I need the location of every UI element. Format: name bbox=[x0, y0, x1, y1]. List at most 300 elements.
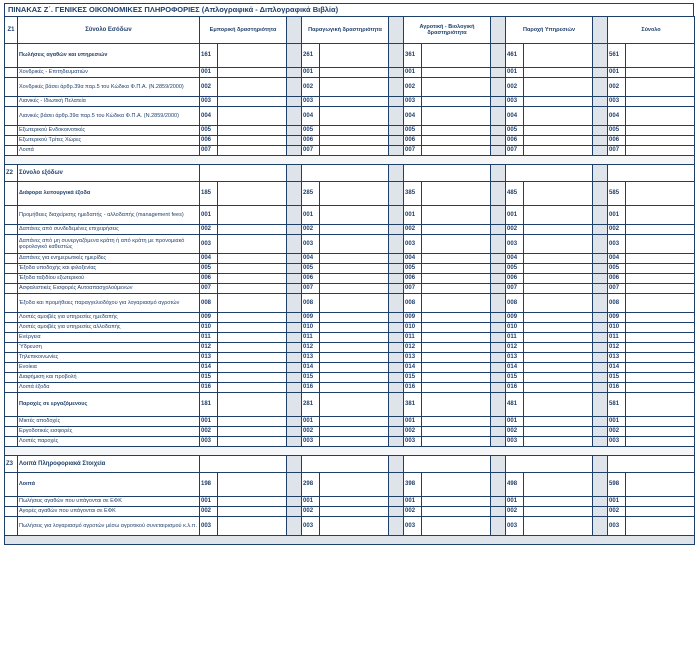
indent bbox=[5, 126, 18, 136]
value-input[interactable] bbox=[218, 393, 287, 417]
shaded-gap bbox=[593, 294, 608, 313]
value-input[interactable] bbox=[524, 517, 593, 536]
value-input[interactable] bbox=[320, 274, 389, 284]
value-input[interactable] bbox=[218, 235, 287, 254]
value-input[interactable] bbox=[524, 294, 593, 313]
value-input[interactable] bbox=[524, 206, 593, 225]
form-page bbox=[4, 3, 694, 545]
value-code: 002 bbox=[506, 225, 524, 235]
value-input[interactable] bbox=[422, 427, 491, 437]
value-input[interactable] bbox=[320, 146, 389, 156]
value-input[interactable] bbox=[320, 373, 389, 383]
section-code: Ζ3 bbox=[5, 456, 18, 473]
value-input[interactable] bbox=[524, 97, 593, 107]
value-input[interactable] bbox=[626, 254, 695, 264]
value-input[interactable] bbox=[320, 353, 389, 363]
value-code: 011 bbox=[302, 333, 320, 343]
value-input[interactable] bbox=[320, 264, 389, 274]
value-input[interactable] bbox=[218, 373, 287, 383]
shaded-gap bbox=[389, 165, 404, 182]
spacer bbox=[5, 447, 695, 456]
value-input[interactable] bbox=[320, 517, 389, 536]
value-input[interactable] bbox=[218, 225, 287, 235]
line-item-row bbox=[5, 517, 695, 536]
value-code: 003 bbox=[302, 97, 320, 107]
value-input[interactable] bbox=[218, 68, 287, 78]
shaded-gap bbox=[491, 353, 506, 363]
value-input[interactable] bbox=[218, 517, 287, 536]
column-header: Εμπορική δραστηριότητα bbox=[200, 17, 287, 44]
line-item-row bbox=[5, 427, 695, 437]
value-input[interactable] bbox=[320, 437, 389, 447]
shaded-gap bbox=[389, 456, 404, 473]
value-input[interactable] bbox=[524, 363, 593, 373]
shaded-gap bbox=[287, 136, 302, 146]
value-input[interactable] bbox=[218, 497, 287, 507]
value-input[interactable] bbox=[422, 264, 491, 274]
value-code: 002 bbox=[506, 427, 524, 437]
value-input[interactable] bbox=[524, 126, 593, 136]
value-input[interactable] bbox=[320, 383, 389, 393]
section-code: Ζ2 bbox=[5, 165, 18, 182]
value-input[interactable] bbox=[320, 497, 389, 507]
value-input[interactable] bbox=[524, 353, 593, 363]
shaded-gap bbox=[287, 206, 302, 225]
value-input[interactable] bbox=[626, 363, 695, 373]
value-input[interactable] bbox=[422, 497, 491, 507]
value-input[interactable] bbox=[320, 235, 389, 254]
value-input[interactable] bbox=[320, 363, 389, 373]
value-input[interactable] bbox=[524, 333, 593, 343]
line-item-row bbox=[5, 353, 695, 363]
value-code: 012 bbox=[506, 343, 524, 353]
shaded-gap bbox=[389, 343, 404, 353]
value-input[interactable] bbox=[218, 136, 287, 146]
value-code: 012 bbox=[404, 343, 422, 353]
line-item-label: Δαπάνες από μη συνεργαζόμενα κράτη ή από κράτη με προνομιακό φορολογικό καθεστώς bbox=[18, 235, 200, 254]
value-code: 007 bbox=[200, 284, 218, 294]
value-input[interactable] bbox=[626, 417, 695, 427]
value-input[interactable] bbox=[524, 383, 593, 393]
value-input[interactable] bbox=[626, 427, 695, 437]
value-input[interactable] bbox=[626, 323, 695, 333]
value-input[interactable] bbox=[422, 353, 491, 363]
value-input[interactable] bbox=[626, 182, 695, 206]
spacer-row bbox=[5, 447, 695, 456]
value-code: 014 bbox=[608, 363, 626, 373]
value-input[interactable] bbox=[524, 507, 593, 517]
shaded-gap bbox=[287, 97, 302, 107]
value-input[interactable] bbox=[218, 44, 287, 68]
value-input[interactable] bbox=[218, 264, 287, 274]
value-input[interactable] bbox=[422, 363, 491, 373]
value-input[interactable] bbox=[320, 294, 389, 313]
value-input[interactable] bbox=[422, 473, 491, 497]
shaded-gap bbox=[593, 437, 608, 447]
line-item-row bbox=[5, 136, 695, 146]
section-header-row bbox=[5, 456, 695, 473]
value-code: 007 bbox=[302, 146, 320, 156]
group-label: Πωλήσεις αγαθών και υπηρεσιών bbox=[18, 44, 200, 68]
value-input[interactable] bbox=[320, 343, 389, 353]
value-code: 001 bbox=[506, 206, 524, 225]
value-input[interactable] bbox=[524, 264, 593, 274]
value-input[interactable] bbox=[524, 313, 593, 323]
value-input[interactable] bbox=[422, 333, 491, 343]
value-input[interactable] bbox=[626, 146, 695, 156]
value-input[interactable] bbox=[320, 206, 389, 225]
value-input[interactable] bbox=[524, 44, 593, 68]
value-input[interactable] bbox=[422, 323, 491, 333]
value-input[interactable] bbox=[320, 313, 389, 323]
value-input[interactable] bbox=[524, 417, 593, 427]
shaded-gap bbox=[287, 254, 302, 264]
shaded-gap bbox=[593, 264, 608, 274]
value-input[interactable] bbox=[218, 473, 287, 497]
value-input[interactable] bbox=[218, 507, 287, 517]
value-input[interactable] bbox=[422, 383, 491, 393]
value-code: 014 bbox=[506, 363, 524, 373]
value-code: 002 bbox=[506, 78, 524, 97]
value-input[interactable] bbox=[524, 146, 593, 156]
value-input[interactable] bbox=[524, 497, 593, 507]
value-input[interactable] bbox=[320, 393, 389, 417]
value-input[interactable] bbox=[320, 97, 389, 107]
value-input[interactable] bbox=[218, 383, 287, 393]
value-input[interactable] bbox=[626, 473, 695, 497]
value-code: 016 bbox=[200, 383, 218, 393]
value-input[interactable] bbox=[626, 373, 695, 383]
value-input[interactable] bbox=[626, 274, 695, 284]
value-input[interactable] bbox=[524, 254, 593, 264]
value-input[interactable] bbox=[626, 437, 695, 447]
value-code: 010 bbox=[200, 323, 218, 333]
shaded-gap bbox=[491, 294, 506, 313]
value-input[interactable] bbox=[626, 497, 695, 507]
line-item-label: Λιανικές - Ιδιωτική Πελατεία bbox=[18, 97, 200, 107]
value-input[interactable] bbox=[218, 97, 287, 107]
shaded-gap bbox=[593, 235, 608, 254]
line-item-label: Χονδρικές - Επιτηδευματιών bbox=[18, 68, 200, 78]
value-input[interactable] bbox=[422, 517, 491, 536]
value-code: 004 bbox=[608, 254, 626, 264]
value-input[interactable] bbox=[218, 323, 287, 333]
value-input[interactable] bbox=[626, 78, 695, 97]
section-header-row bbox=[5, 165, 695, 182]
value-input[interactable] bbox=[320, 126, 389, 136]
value-input[interactable] bbox=[626, 343, 695, 353]
value-input[interactable] bbox=[626, 507, 695, 517]
value-code: 002 bbox=[404, 78, 422, 97]
line-item-row bbox=[5, 373, 695, 383]
value-input[interactable] bbox=[524, 68, 593, 78]
section-title: Σύνολο Εσόδων bbox=[18, 17, 200, 44]
value-input[interactable] bbox=[320, 507, 389, 517]
shaded-gap bbox=[287, 78, 302, 97]
value-code: 003 bbox=[506, 97, 524, 107]
shaded-gap bbox=[491, 44, 506, 68]
shaded-gap bbox=[491, 264, 506, 274]
value-code: 001 bbox=[302, 206, 320, 225]
value-input[interactable] bbox=[626, 383, 695, 393]
value-input[interactable] bbox=[422, 373, 491, 383]
value-input[interactable] bbox=[218, 313, 287, 323]
value-input[interactable] bbox=[218, 182, 287, 206]
value-code: 003 bbox=[404, 235, 422, 254]
value-input[interactable] bbox=[524, 373, 593, 383]
shaded-gap bbox=[389, 136, 404, 146]
value-input[interactable] bbox=[218, 417, 287, 427]
value-input[interactable] bbox=[422, 44, 491, 68]
value-input[interactable] bbox=[422, 254, 491, 264]
shaded-gap bbox=[287, 284, 302, 294]
value-code: 002 bbox=[404, 225, 422, 235]
value-input[interactable] bbox=[524, 235, 593, 254]
value-input[interactable] bbox=[218, 78, 287, 97]
value-input[interactable] bbox=[422, 126, 491, 136]
value-input[interactable] bbox=[626, 393, 695, 417]
value-input[interactable] bbox=[422, 294, 491, 313]
value-code: 007 bbox=[506, 146, 524, 156]
shaded-gap bbox=[491, 146, 506, 156]
value-input[interactable] bbox=[422, 225, 491, 235]
indent bbox=[5, 136, 18, 146]
value-code: 004 bbox=[506, 254, 524, 264]
line-item-row bbox=[5, 206, 695, 225]
value-input[interactable] bbox=[422, 507, 491, 517]
value-code: 361 bbox=[404, 44, 422, 68]
value-input[interactable] bbox=[320, 323, 389, 333]
shaded-gap bbox=[389, 517, 404, 536]
value-input[interactable] bbox=[218, 254, 287, 264]
value-input[interactable] bbox=[218, 427, 287, 437]
value-code: 014 bbox=[200, 363, 218, 373]
value-input[interactable] bbox=[626, 68, 695, 78]
line-item-row bbox=[5, 333, 695, 343]
value-input[interactable] bbox=[218, 274, 287, 284]
value-input[interactable] bbox=[218, 126, 287, 136]
value-input[interactable] bbox=[320, 136, 389, 146]
value-input[interactable] bbox=[218, 437, 287, 447]
line-item-label: Λοιπά bbox=[18, 146, 200, 156]
value-input[interactable] bbox=[524, 323, 593, 333]
value-input[interactable] bbox=[422, 393, 491, 417]
value-input[interactable] bbox=[626, 44, 695, 68]
indent bbox=[5, 146, 18, 156]
line-item-row bbox=[5, 497, 695, 507]
value-input[interactable] bbox=[422, 68, 491, 78]
shaded-gap bbox=[593, 206, 608, 225]
shaded-gap bbox=[491, 323, 506, 333]
line-item-label: Έξοδα και προμήθειες παραγγελιοδόχου για λογαριασμό αγροτών bbox=[18, 294, 200, 313]
value-code: 016 bbox=[506, 383, 524, 393]
shaded-gap bbox=[491, 437, 506, 447]
value-input[interactable] bbox=[422, 182, 491, 206]
shaded-gap bbox=[389, 373, 404, 383]
value-input[interactable] bbox=[626, 264, 695, 274]
value-input[interactable] bbox=[626, 294, 695, 313]
value-input[interactable] bbox=[524, 427, 593, 437]
value-input[interactable] bbox=[626, 353, 695, 363]
value-input[interactable] bbox=[320, 284, 389, 294]
value-input[interactable] bbox=[524, 284, 593, 294]
value-input[interactable] bbox=[320, 427, 389, 437]
value-input[interactable] bbox=[320, 107, 389, 126]
value-code: 013 bbox=[302, 353, 320, 363]
value-code: 001 bbox=[404, 417, 422, 427]
shaded-gap bbox=[389, 507, 404, 517]
value-code: 161 bbox=[200, 44, 218, 68]
value-input[interactable] bbox=[422, 274, 491, 284]
value-input[interactable] bbox=[524, 107, 593, 126]
value-code: 007 bbox=[404, 146, 422, 156]
value-input[interactable] bbox=[422, 284, 491, 294]
value-input[interactable] bbox=[218, 284, 287, 294]
value-input[interactable] bbox=[320, 182, 389, 206]
value-input[interactable] bbox=[626, 313, 695, 323]
value-input[interactable] bbox=[422, 343, 491, 353]
shaded-gap bbox=[389, 497, 404, 507]
value-input[interactable] bbox=[320, 44, 389, 68]
value-code: 006 bbox=[302, 136, 320, 146]
value-input[interactable] bbox=[422, 78, 491, 97]
value-input[interactable] bbox=[524, 182, 593, 206]
value-input[interactable] bbox=[626, 107, 695, 126]
value-input[interactable] bbox=[422, 313, 491, 323]
empty-cell bbox=[200, 456, 287, 473]
financial-info-table bbox=[4, 16, 695, 545]
value-input[interactable] bbox=[626, 284, 695, 294]
shaded-gap bbox=[389, 254, 404, 264]
value-input[interactable] bbox=[524, 473, 593, 497]
value-code: 002 bbox=[608, 225, 626, 235]
value-input[interactable] bbox=[422, 136, 491, 146]
indent bbox=[5, 393, 18, 417]
value-input[interactable] bbox=[626, 136, 695, 146]
shaded-gap bbox=[593, 517, 608, 536]
value-input[interactable] bbox=[626, 517, 695, 536]
value-input[interactable] bbox=[626, 97, 695, 107]
shaded-gap bbox=[593, 363, 608, 373]
line-item-label: Έξοδα ταξιδίου εξωτερικού bbox=[18, 274, 200, 284]
value-input[interactable] bbox=[218, 353, 287, 363]
value-input[interactable] bbox=[422, 206, 491, 225]
value-input[interactable] bbox=[218, 146, 287, 156]
indent bbox=[5, 274, 18, 284]
value-code: 005 bbox=[200, 264, 218, 274]
value-code: 285 bbox=[302, 182, 320, 206]
value-input[interactable] bbox=[626, 235, 695, 254]
value-input[interactable] bbox=[626, 206, 695, 225]
value-input[interactable] bbox=[218, 333, 287, 343]
shaded-gap bbox=[491, 225, 506, 235]
value-input[interactable] bbox=[422, 97, 491, 107]
value-code: 006 bbox=[302, 274, 320, 284]
value-input[interactable] bbox=[524, 274, 593, 284]
shaded-gap bbox=[491, 206, 506, 225]
value-code: 006 bbox=[404, 274, 422, 284]
value-input[interactable] bbox=[218, 363, 287, 373]
line-item-row bbox=[5, 507, 695, 517]
value-input[interactable] bbox=[320, 417, 389, 427]
value-code: 561 bbox=[608, 44, 626, 68]
value-input[interactable] bbox=[218, 107, 287, 126]
value-code: 003 bbox=[608, 97, 626, 107]
line-item-label: Εργοδοτικές εισφορές bbox=[18, 427, 200, 437]
value-code: 001 bbox=[302, 497, 320, 507]
value-input[interactable] bbox=[422, 437, 491, 447]
value-input[interactable] bbox=[524, 78, 593, 97]
value-code: 011 bbox=[608, 333, 626, 343]
value-input[interactable] bbox=[626, 333, 695, 343]
value-input[interactable] bbox=[422, 146, 491, 156]
value-input[interactable] bbox=[218, 206, 287, 225]
line-item-label: Ενέργεια bbox=[18, 333, 200, 343]
value-input[interactable] bbox=[422, 107, 491, 126]
shaded-gap bbox=[593, 313, 608, 323]
shaded-gap bbox=[491, 507, 506, 517]
shaded-gap bbox=[287, 182, 302, 206]
value-code: 003 bbox=[200, 235, 218, 254]
value-code: 009 bbox=[404, 313, 422, 323]
indent bbox=[5, 107, 18, 126]
value-input[interactable] bbox=[524, 437, 593, 447]
shaded-gap bbox=[389, 427, 404, 437]
value-code: 010 bbox=[506, 323, 524, 333]
shaded-gap bbox=[389, 274, 404, 284]
value-input[interactable] bbox=[626, 126, 695, 136]
value-code: 001 bbox=[506, 417, 524, 427]
shaded-gap bbox=[389, 363, 404, 373]
value-code: 016 bbox=[302, 383, 320, 393]
value-input[interactable] bbox=[218, 294, 287, 313]
shaded-gap bbox=[287, 417, 302, 427]
shaded-gap bbox=[491, 78, 506, 97]
shaded-gap bbox=[389, 225, 404, 235]
line-item-row bbox=[5, 383, 695, 393]
value-input[interactable] bbox=[422, 417, 491, 427]
line-item-label: Λοιπές παροχές bbox=[18, 437, 200, 447]
value-input[interactable] bbox=[524, 393, 593, 417]
value-input[interactable] bbox=[320, 254, 389, 264]
value-code: 005 bbox=[608, 264, 626, 274]
value-code: 015 bbox=[302, 373, 320, 383]
value-code: 006 bbox=[506, 136, 524, 146]
shaded-gap bbox=[389, 44, 404, 68]
value-input[interactable] bbox=[320, 225, 389, 235]
value-input[interactable] bbox=[524, 136, 593, 146]
value-input[interactable] bbox=[422, 235, 491, 254]
value-input[interactable] bbox=[524, 343, 593, 353]
value-input[interactable] bbox=[626, 225, 695, 235]
shaded-gap bbox=[491, 17, 506, 44]
indent bbox=[5, 473, 18, 497]
line-item-row bbox=[5, 146, 695, 156]
line-item-label: Μικτές αποδοχές bbox=[18, 417, 200, 427]
value-code: 198 bbox=[200, 473, 218, 497]
value-input[interactable] bbox=[524, 225, 593, 235]
value-input[interactable] bbox=[320, 333, 389, 343]
value-input[interactable] bbox=[218, 343, 287, 353]
section-title: Σύνολο εξόδων bbox=[18, 165, 200, 182]
line-item-label: Τηλεπικοινωνίες bbox=[18, 353, 200, 363]
value-code: 002 bbox=[200, 78, 218, 97]
value-input[interactable] bbox=[320, 78, 389, 97]
shaded-gap bbox=[491, 254, 506, 264]
value-input[interactable] bbox=[320, 473, 389, 497]
shaded-gap bbox=[389, 78, 404, 97]
value-input[interactable] bbox=[320, 68, 389, 78]
